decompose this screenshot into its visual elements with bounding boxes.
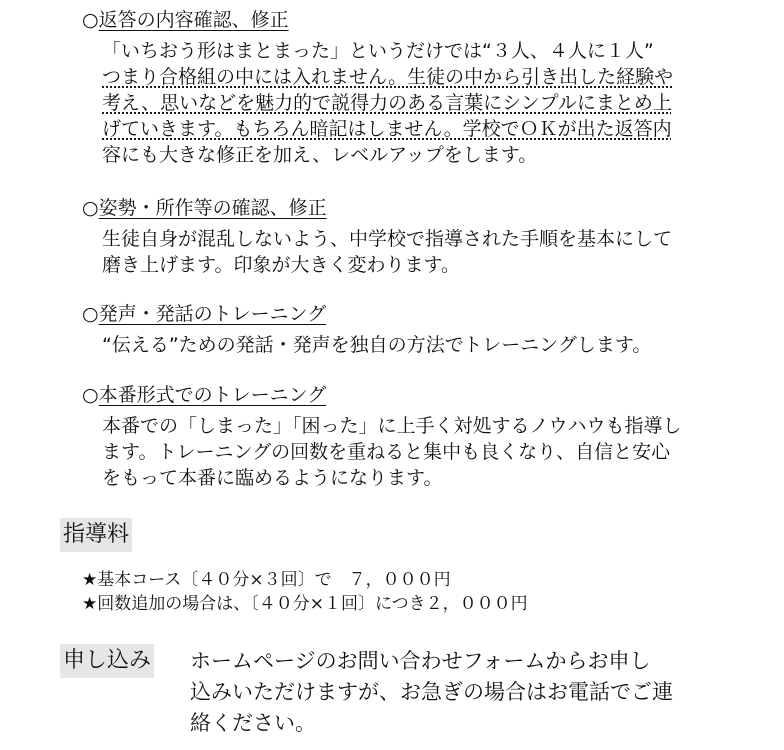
body-line: 「いちおう形はまとまった」というだけでは“３人、４人に１人” (102, 40, 654, 62)
circle-bullet-icon: ○ (82, 303, 99, 325)
body-line: をもって本番に臨めるようになります。 (102, 467, 443, 489)
section-body (102, 38, 762, 168)
body-line: 磨き上げます。印象が大きく変わります。 (102, 254, 460, 276)
fee-line: ★回数追加の場合は、〔４０分×１回〕につき２，０００円 (82, 594, 528, 614)
body-line: 生徒自身が混乱しないよう、中学校で指導された手順を基本にして (102, 228, 673, 250)
body-line: 容にも大きな修正を加え、レベルアップをします。 (102, 144, 538, 166)
body-line: ます。トレーニングの回数を重ねると集中も良くなり、自信と安心 (102, 441, 671, 463)
apply-line: 絡ください。 (190, 711, 316, 735)
body-line: げていきます。もちろん暗記はしません。学校でＯＫが出た返答内 (102, 118, 672, 140)
body-line: “伝える”ための発話・発声を独自の方法でトレーニングします。 (102, 334, 652, 356)
section-body (102, 413, 762, 491)
section-heading-text: 姿勢・所作等の確認、修正 (98, 197, 327, 219)
section-reply-content (82, 8, 762, 168)
section-heading-text: 本番形式でのトレーニング (98, 384, 327, 406)
section-heading (82, 302, 762, 326)
apply-line: ホームページのお問い合わせフォームからお申し (190, 649, 651, 673)
fee-label: 指導料 (60, 518, 132, 552)
section-mock-interview (82, 383, 762, 491)
body-line: 考え、思いなどを魅力的で説得力のある言葉にシンプルにまとめ上 (102, 92, 672, 114)
section-body (102, 332, 762, 358)
circle-bullet-icon: ○ (82, 197, 99, 219)
fee-list (82, 568, 528, 616)
section-body (102, 226, 762, 278)
section-heading-text: 返答の内容確認、修正 (98, 9, 289, 31)
section-heading-text: 発声・発話のトレーニング (98, 303, 327, 325)
section-posture (82, 196, 762, 278)
section-vocal (82, 302, 762, 358)
body-line: つまり合格組の中には入れません。生徒の中から引き出した経験や (102, 66, 674, 88)
circle-bullet-icon: ○ (82, 9, 99, 31)
section-heading (82, 196, 762, 220)
section-heading (82, 383, 762, 407)
section-heading (82, 8, 762, 32)
apply-line: 込みいただけますが、お急ぎの場合はお電話でご連 (190, 680, 673, 704)
fee-line: ★基本コース〔４０分×３回〕で ７，０００円 (82, 570, 451, 590)
body-line: 本番での「しまった」「困った」に上手く対処するノウハウも指導し (102, 415, 682, 437)
apply-label: 申し込み (60, 644, 154, 678)
circle-bullet-icon: ○ (82, 384, 99, 406)
apply-text (190, 646, 673, 739)
